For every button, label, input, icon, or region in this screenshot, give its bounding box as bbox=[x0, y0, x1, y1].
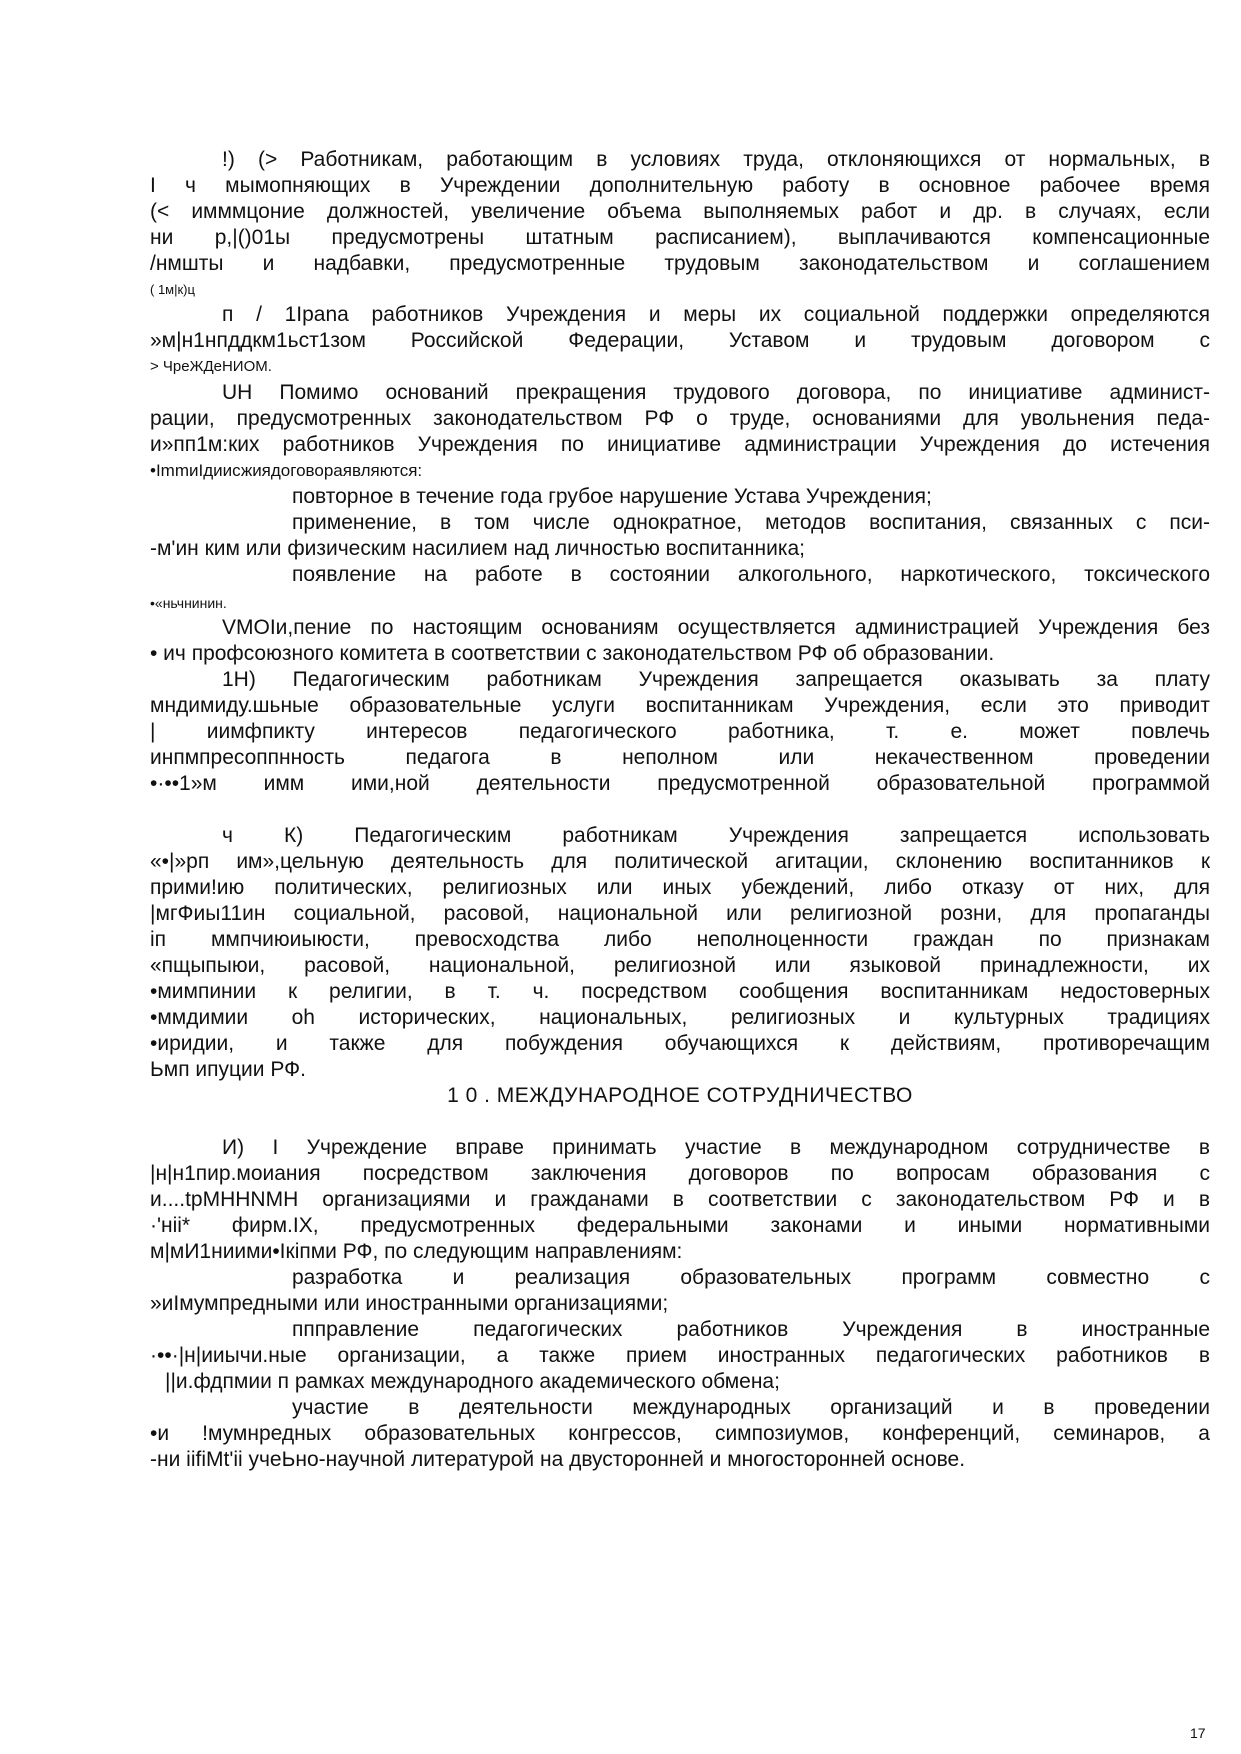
text-line: •мимпинии к религии, в т. ч. посредством сообщения воспитанникам недостоверных bbox=[150, 980, 1210, 1003]
text-line: ч К) Педагогическим работникам Учреждения запрещается использовать bbox=[222, 824, 1210, 847]
text-line: UH Помимо оснований прекращения трудового договора, по инициативе админист- bbox=[222, 381, 1210, 404]
text-line: ·'нii* фирм.IX, предусмотренных федеральными законами и иными нормативными bbox=[150, 1214, 1210, 1237]
text-line: »м|н1нпддкм1ьст1зом Российской Федерации, Уставом и трудовым договором с bbox=[150, 329, 1210, 352]
text-line: участие в деятельности международных организаций и в проведении bbox=[292, 1396, 1210, 1419]
text-line: /нмшты и надбавки, предусмотренные трудовым законодательством и соглашением bbox=[150, 252, 1210, 275]
text-line: 1Н) Педагогическим работникам Учреждения запрещается оказывать за плату bbox=[222, 668, 1210, 691]
text-line: iп ммпчиюиыюсти, превосходства либо неполноценности граждан по признакам bbox=[150, 928, 1210, 951]
text-line: -м'ин ким или физическим насилием над личностью воспитанника; bbox=[150, 537, 806, 560]
text-line: появление на работе в состоянии алкогольного, наркотического, токсического bbox=[292, 563, 1210, 586]
text-line: ( 1м|к)ц bbox=[150, 282, 195, 297]
text-line: •иридии, и также для побуждения обучающихся к действиям, противоречащим bbox=[150, 1032, 1210, 1055]
text-line: И) I Учреждение вправе принимать участие в международном сотрудничестве в bbox=[222, 1136, 1210, 1159]
text-line: применение, в том числе однократное, методов воспитания, связанных с пси- bbox=[292, 511, 1210, 534]
text-line: •ммдимии oh исторических, национальных, религиозных и культурных традициях bbox=[150, 1006, 1210, 1029]
text-line: •«ньчнинин. bbox=[150, 595, 227, 611]
text-line: -ни iifiMt'ii учеЬно-научной литературой на двусторонней и многосторонней основе. bbox=[150, 1448, 966, 1471]
text-line: »иIмумпредными или иностранными организациями; bbox=[150, 1292, 669, 1315]
text-line: > ЧреЖДеНИОМ. bbox=[150, 358, 272, 375]
text-line: и»пп1м:ких работников Учреждения по инициативе администрации Учреждения до истечения bbox=[150, 433, 1210, 456]
text-line: ·••·|н|ииычи.ные организации, а также прием иностранных педагогических работников в bbox=[150, 1344, 1210, 1367]
text-line: |мгФиы11ин социальной, расовой, национальной или религиозной розни, для пропаганды bbox=[150, 902, 1210, 925]
text-line: (< имммцоние должностей, увеличение объема выполняемых работ и др. в случаях, если bbox=[150, 200, 1210, 223]
text-line: инпмпресоппнность педагога в неполном или некачественном проведении bbox=[150, 746, 1210, 769]
text-line: •ImmиIдиисжиядоговораявляются: bbox=[150, 461, 423, 480]
text-line: и....tpMHHNMH организациями и гражданами в соответствии с законодательством РФ и в bbox=[150, 1188, 1210, 1211]
text-line: I ч мымопняющих в Учреждении дополнительную работу в основное рабочее время bbox=[150, 174, 1210, 197]
text-line: «•|»рп им»,цельную деятельность для политической агитации, склонению воспитанников к bbox=[150, 850, 1210, 873]
text-line: «пщыпыюи, расовой, национальной, религиозной или языковой принадлежности, их bbox=[150, 954, 1210, 977]
text-line: п / 1Ipana работников Учреждения и меры их социальной поддержки определяются bbox=[222, 303, 1210, 326]
text-line: м|мИ1ниими•Iкiпми РФ, по следующим направлениям: bbox=[150, 1240, 683, 1263]
text-line: ||и.фдпмии п рамках международного академического обмена; bbox=[165, 1370, 780, 1393]
text-line: Ьмп ипуции РФ. bbox=[150, 1058, 306, 1081]
text-line: мндимиду.шьные образовательные услуги воспитанникам Учреждения, если это приводит bbox=[150, 694, 1210, 717]
text-line: !) (> Работникам, работающим в условиях труда, отклоняющихся от нормальных, в bbox=[222, 148, 1210, 171]
text-line: прими!ию политических, религиозных или иных убеждений, либо отказу от них, для bbox=[150, 876, 1210, 899]
text-line: ппправление педагогических работников Учреждения в иностранные bbox=[292, 1318, 1210, 1341]
text-line: рации, предусмотренных законодательством РФ о труде, основаниями для увольнения педа- bbox=[150, 407, 1210, 430]
text-line: •·••1»м имм ими,ной деятельности предусмотренной образовательной программой bbox=[150, 772, 1210, 795]
page-number: 17 bbox=[1190, 1725, 1206, 1741]
text-line: • ич профсоюзного комитета в соответствии с законодательством РФ об образовании. bbox=[150, 642, 995, 665]
text-line: разработка и реализация образовательных программ совместно с bbox=[292, 1266, 1210, 1289]
text-line: ни р,|()01ы предусмотрены штатным расписанием), выплачиваются компенсационные bbox=[150, 226, 1210, 249]
text-line: VMOIи,пение по настоящим основаниям осуществляется администрацией Учреждения без bbox=[222, 616, 1210, 639]
text-line: |н|н1пир.моиания посредством заключения договоров по вопросам образования с bbox=[150, 1162, 1210, 1185]
text-line: •и !мумнредных образовательных конгрессов, симпозиумов, конференций, семинаров, а bbox=[150, 1422, 1210, 1445]
text-line: повторное в течение года грубое нарушение Устава Учреждения; bbox=[292, 485, 932, 508]
section-heading: 1 0 . МЕЖДУНАРОДНОЕ СОТРУДНИЧЕСТВО bbox=[447, 1084, 913, 1107]
text-line: | иимфпикту интересов педагогического работника, т. е. может повлечь bbox=[150, 720, 1210, 743]
